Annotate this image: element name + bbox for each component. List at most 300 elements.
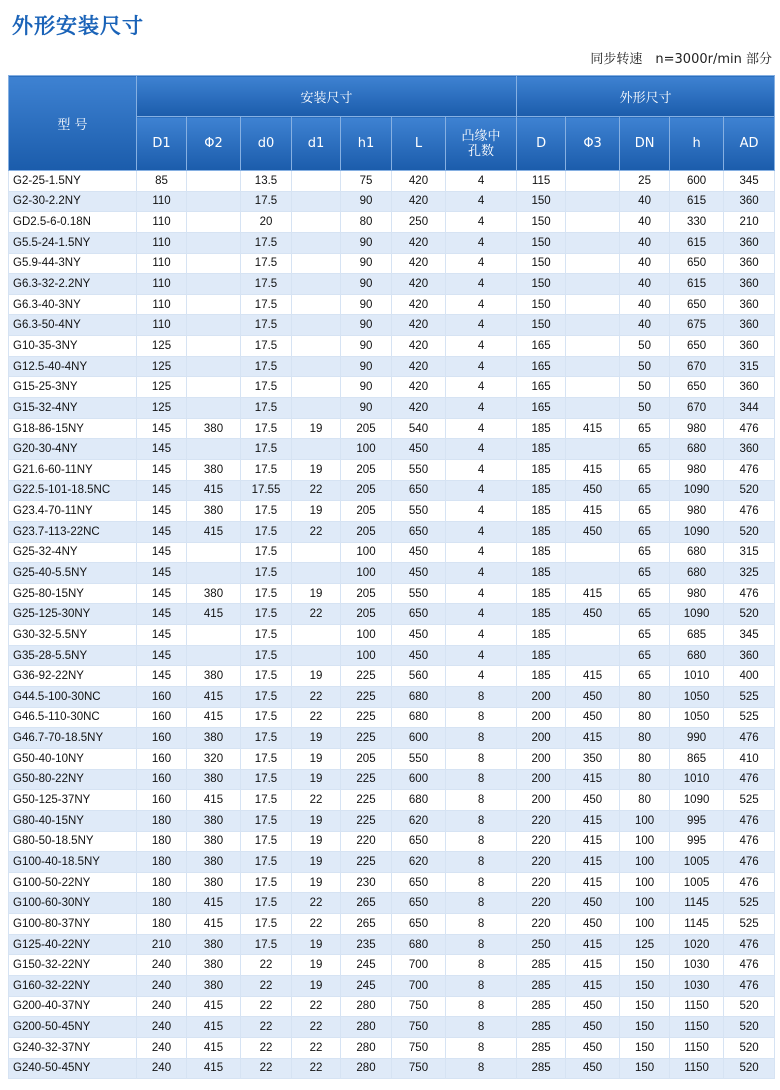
model-cell: G6.3-32-2.2NY [9,274,137,295]
value-cell: 4 [446,480,517,501]
value-cell: 344 [724,398,775,419]
value-cell: 415 [187,790,241,811]
value-cell: 8 [446,1017,517,1038]
value-cell: 145 [137,501,187,522]
value-cell: 415 [187,893,241,914]
value-cell: 185 [517,480,566,501]
value-cell: 4 [446,459,517,480]
value-cell: 520 [724,1017,775,1038]
value-cell: 22 [292,1017,341,1038]
table-row [9,748,775,769]
value-cell: 4 [446,171,517,192]
value-cell: 250 [392,212,446,233]
value-cell: 250 [517,934,566,955]
value-cell [292,398,341,419]
value-cell: 8 [446,996,517,1017]
value-cell: 4 [446,274,517,295]
model-cell: G80-40-15NY [9,810,137,831]
value-cell: 8 [446,914,517,935]
value-cell [292,645,341,666]
value-cell: 225 [341,707,392,728]
value-cell: 280 [341,996,392,1017]
value-cell: 220 [517,810,566,831]
value-cell: 185 [517,625,566,646]
value-cell: 415 [187,521,241,542]
value-cell: 600 [670,171,724,192]
value-cell: 200 [517,687,566,708]
value-cell: 525 [724,893,775,914]
value-cell: 415 [187,1037,241,1058]
value-cell: 415 [566,852,620,873]
value-cell: 90 [341,294,392,315]
value-cell [566,171,620,192]
value-cell: 17.5 [241,377,292,398]
table-row [9,707,775,728]
value-cell: 245 [341,975,392,996]
value-cell: 476 [724,459,775,480]
table-row [9,645,775,666]
model-cell: G46.7-70-18.5NY [9,728,137,749]
model-cell: G125-40-22NY [9,934,137,955]
value-cell: 17.5 [241,294,292,315]
value-cell [187,645,241,666]
value-cell: 4 [446,542,517,563]
value-cell: 90 [341,274,392,295]
value-cell: 220 [341,831,392,852]
value-cell: 180 [137,810,187,831]
value-cell: 420 [392,356,446,377]
value-cell: 17.5 [241,604,292,625]
model-cell: G200-40-37NY [9,996,137,1017]
column-header: DN [620,117,670,171]
value-cell [292,294,341,315]
model-cell: G100-60-30NY [9,893,137,914]
value-cell: 225 [341,687,392,708]
value-cell: 476 [724,501,775,522]
value-cell [292,171,341,192]
value-cell: 8 [446,1037,517,1058]
value-cell: 650 [392,521,446,542]
table-row [9,1037,775,1058]
value-cell: 100 [620,893,670,914]
value-cell: 520 [724,1058,775,1079]
table-row [9,439,775,460]
value-cell: 476 [724,934,775,955]
value-cell: 90 [341,191,392,212]
model-cell: G23.4-70-11NY [9,501,137,522]
value-cell: 476 [724,975,775,996]
value-cell: 550 [392,501,446,522]
value-cell: 150 [517,191,566,212]
value-cell: 100 [341,563,392,584]
value-cell: 22 [292,687,341,708]
value-cell [566,645,620,666]
value-cell: 80 [620,748,670,769]
model-cell: G50-40-10NY [9,748,137,769]
model-cell: G20-30-4NY [9,439,137,460]
value-cell: 450 [566,687,620,708]
value-cell: 680 [392,790,446,811]
value-cell [187,563,241,584]
value-cell: 185 [517,459,566,480]
value-cell: 4 [446,439,517,460]
value-cell: 400 [724,666,775,687]
value-cell: 125 [137,336,187,357]
value-cell: 980 [670,418,724,439]
value-cell: 560 [392,666,446,687]
value-cell: 17.5 [241,336,292,357]
group-header-install: 安装尺寸 [137,76,517,117]
value-cell: 4 [446,583,517,604]
value-cell: 65 [620,480,670,501]
value-cell: 360 [724,315,775,336]
value-cell: 145 [137,439,187,460]
value-cell: 17.5 [241,687,292,708]
value-cell: 200 [517,748,566,769]
value-cell: 540 [392,418,446,439]
value-cell: 165 [517,336,566,357]
value-cell [187,232,241,253]
value-cell: 700 [392,955,446,976]
value-cell: 22 [292,480,341,501]
value-cell: 476 [724,852,775,873]
model-cell: G22.5-101-18.5NC [9,480,137,501]
value-cell [187,377,241,398]
value-cell: 450 [566,480,620,501]
value-cell: 125 [620,934,670,955]
value-cell: 520 [724,480,775,501]
value-cell: 185 [517,645,566,666]
model-cell: G100-80-37NY [9,914,137,935]
value-cell: 40 [620,274,670,295]
value-cell: 450 [566,996,620,1017]
value-cell: 65 [620,521,670,542]
value-cell: 75 [341,171,392,192]
value-cell: 145 [137,666,187,687]
value-cell: 600 [392,769,446,790]
value-cell [566,398,620,419]
value-cell: 17.5 [241,459,292,480]
value-cell: 225 [341,769,392,790]
value-cell: 17.5 [241,501,292,522]
value-cell [566,542,620,563]
table-row [9,934,775,955]
value-cell: 210 [137,934,187,955]
value-cell: 525 [724,790,775,811]
value-cell: 22 [292,1037,341,1058]
value-cell: 225 [341,728,392,749]
value-cell: 650 [392,480,446,501]
value-cell: 165 [517,398,566,419]
value-cell: 22 [241,955,292,976]
table-row [9,1017,775,1038]
table-row [9,852,775,873]
value-cell: 22 [292,1058,341,1079]
value-cell: 19 [292,934,341,955]
value-cell: 680 [670,542,724,563]
column-header: d1 [292,117,341,171]
value-cell: 615 [670,274,724,295]
model-cell: G150-32-22NY [9,955,137,976]
value-cell: 17.5 [241,707,292,728]
value-cell: 22 [292,790,341,811]
column-header: L [392,117,446,171]
value-cell: 4 [446,315,517,336]
value-cell: 90 [341,232,392,253]
value-cell: 280 [341,1037,392,1058]
value-cell: 700 [392,975,446,996]
value-cell: 100 [341,625,392,646]
table-row [9,914,775,935]
value-cell: 40 [620,212,670,233]
value-cell [566,232,620,253]
value-cell: 1005 [670,872,724,893]
model-cell: G6.3-40-3NY [9,294,137,315]
value-cell: 220 [517,872,566,893]
value-cell: 750 [392,996,446,1017]
value-cell: 8 [446,728,517,749]
value-cell [187,253,241,274]
model-cell: G2-25-1.5NY [9,171,137,192]
value-cell: 415 [566,831,620,852]
value-cell: 476 [724,418,775,439]
value-cell: 415 [187,604,241,625]
value-cell: 550 [392,459,446,480]
value-cell: 680 [670,563,724,584]
value-cell: 22 [241,1017,292,1038]
value-cell: 320 [187,748,241,769]
value-cell: 285 [517,1037,566,1058]
value-cell: 240 [137,975,187,996]
value-cell: 200 [517,790,566,811]
value-cell: 100 [620,872,670,893]
value-cell: 205 [341,748,392,769]
value-cell: 615 [670,232,724,253]
value-cell: 240 [137,955,187,976]
value-cell: 100 [341,542,392,563]
value-cell: 17.5 [241,831,292,852]
table-row [9,790,775,811]
value-cell: 145 [137,583,187,604]
value-cell: 17.5 [241,625,292,646]
value-cell: 100 [341,439,392,460]
value-cell: 160 [137,687,187,708]
value-cell: 680 [670,439,724,460]
value-cell: 476 [724,872,775,893]
value-cell: 476 [724,583,775,604]
page-title: 外形安装尺寸 [12,14,144,38]
value-cell: 450 [566,604,620,625]
model-cell: G25-125-30NY [9,604,137,625]
value-cell: 17.5 [241,253,292,274]
value-cell: 345 [724,171,775,192]
value-cell: 415 [566,769,620,790]
value-cell: 8 [446,1058,517,1079]
value-cell: 19 [292,975,341,996]
value-cell: 410 [724,748,775,769]
value-cell: 330 [670,212,724,233]
value-cell: 8 [446,852,517,873]
value-cell: 17.5 [241,934,292,955]
value-cell: 50 [620,356,670,377]
value-cell [187,542,241,563]
value-cell: 240 [137,996,187,1017]
value-cell: 150 [620,955,670,976]
value-cell: 235 [341,934,392,955]
value-cell: 185 [517,563,566,584]
value-cell: 685 [670,625,724,646]
value-cell: 19 [292,831,341,852]
value-cell: 85 [137,171,187,192]
value-cell: 205 [341,501,392,522]
value-cell: 145 [137,604,187,625]
value-cell: 19 [292,583,341,604]
value-cell: 180 [137,914,187,935]
model-cell: G50-80-22NY [9,769,137,790]
value-cell: 415 [187,480,241,501]
table-row [9,274,775,295]
table-row [9,687,775,708]
value-cell: 4 [446,212,517,233]
value-cell: 19 [292,666,341,687]
value-cell: 450 [392,439,446,460]
table-row [9,955,775,976]
value-cell [566,625,620,646]
table-row [9,893,775,914]
column-header: D [517,117,566,171]
value-cell: 160 [137,769,187,790]
value-cell: 19 [292,872,341,893]
value-cell: 360 [724,191,775,212]
model-cell: GD2.5-6-0.18N [9,212,137,233]
value-cell: 100 [620,831,670,852]
value-cell: 165 [517,356,566,377]
value-cell [292,274,341,295]
value-cell [292,315,341,336]
value-cell: 995 [670,810,724,831]
table-row [9,810,775,831]
value-cell: 865 [670,748,724,769]
table-row [9,459,775,480]
value-cell: 280 [341,1017,392,1038]
value-cell: 415 [566,872,620,893]
value-cell: 476 [724,810,775,831]
value-cell: 8 [446,707,517,728]
value-cell: 19 [292,810,341,831]
value-cell: 450 [392,625,446,646]
value-cell: 1145 [670,914,724,935]
value-cell [292,212,341,233]
value-cell: 680 [392,687,446,708]
value-cell: 360 [724,439,775,460]
value-cell: 4 [446,625,517,646]
value-cell: 17.5 [241,418,292,439]
value-cell: 415 [566,810,620,831]
value-cell [187,315,241,336]
table-row [9,666,775,687]
value-cell: 415 [187,1017,241,1038]
value-cell: 17.5 [241,666,292,687]
value-cell [292,191,341,212]
value-cell: 415 [187,996,241,1017]
value-cell: 420 [392,171,446,192]
value-cell: 415 [566,666,620,687]
value-cell: 420 [392,232,446,253]
value-cell: 650 [670,377,724,398]
value-cell: 145 [137,459,187,480]
value-cell: 1050 [670,707,724,728]
value-cell: 450 [566,521,620,542]
value-cell [292,356,341,377]
value-cell: 980 [670,583,724,604]
value-cell: 680 [392,707,446,728]
value-cell: 80 [620,707,670,728]
value-cell: 360 [724,274,775,295]
value-cell: 17.5 [241,542,292,563]
value-cell: 220 [517,831,566,852]
value-cell: 65 [620,542,670,563]
value-cell: 650 [670,336,724,357]
value-cell: 22 [292,707,341,728]
model-cell: G15-25-3NY [9,377,137,398]
value-cell: 450 [392,563,446,584]
table-row [9,377,775,398]
value-cell: 420 [392,398,446,419]
value-cell: 750 [392,1058,446,1079]
value-cell: 4 [446,666,517,687]
value-cell: 265 [341,914,392,935]
model-cell: G5.9-44-3NY [9,253,137,274]
value-cell: 185 [517,604,566,625]
value-cell: 420 [392,377,446,398]
value-cell: 415 [566,501,620,522]
value-cell: 380 [187,975,241,996]
value-cell: 150 [517,212,566,233]
value-cell [292,377,341,398]
value-cell: 650 [392,872,446,893]
value-cell: 1010 [670,666,724,687]
value-cell: 200 [517,728,566,749]
value-cell: 220 [517,852,566,873]
value-cell: 1090 [670,521,724,542]
table-row [9,521,775,542]
value-cell: 17.5 [241,356,292,377]
value-cell: 415 [187,914,241,935]
value-cell: 1150 [670,1058,724,1079]
value-cell: 205 [341,521,392,542]
table-row [9,728,775,749]
value-cell: 650 [670,253,724,274]
value-cell: 125 [137,377,187,398]
value-cell: 22 [241,996,292,1017]
value-cell: 615 [670,191,724,212]
value-cell: 160 [137,748,187,769]
value-cell: 4 [446,645,517,666]
value-cell: 380 [187,666,241,687]
value-cell: 360 [724,294,775,315]
value-cell: 8 [446,955,517,976]
value-cell: 450 [566,790,620,811]
table-row [9,336,775,357]
value-cell: 285 [517,975,566,996]
value-cell: 22 [292,521,341,542]
value-cell: 550 [392,748,446,769]
value-cell: 145 [137,418,187,439]
value-cell: 650 [392,831,446,852]
value-cell: 750 [392,1037,446,1058]
value-cell: 4 [446,563,517,584]
value-cell: 230 [341,872,392,893]
